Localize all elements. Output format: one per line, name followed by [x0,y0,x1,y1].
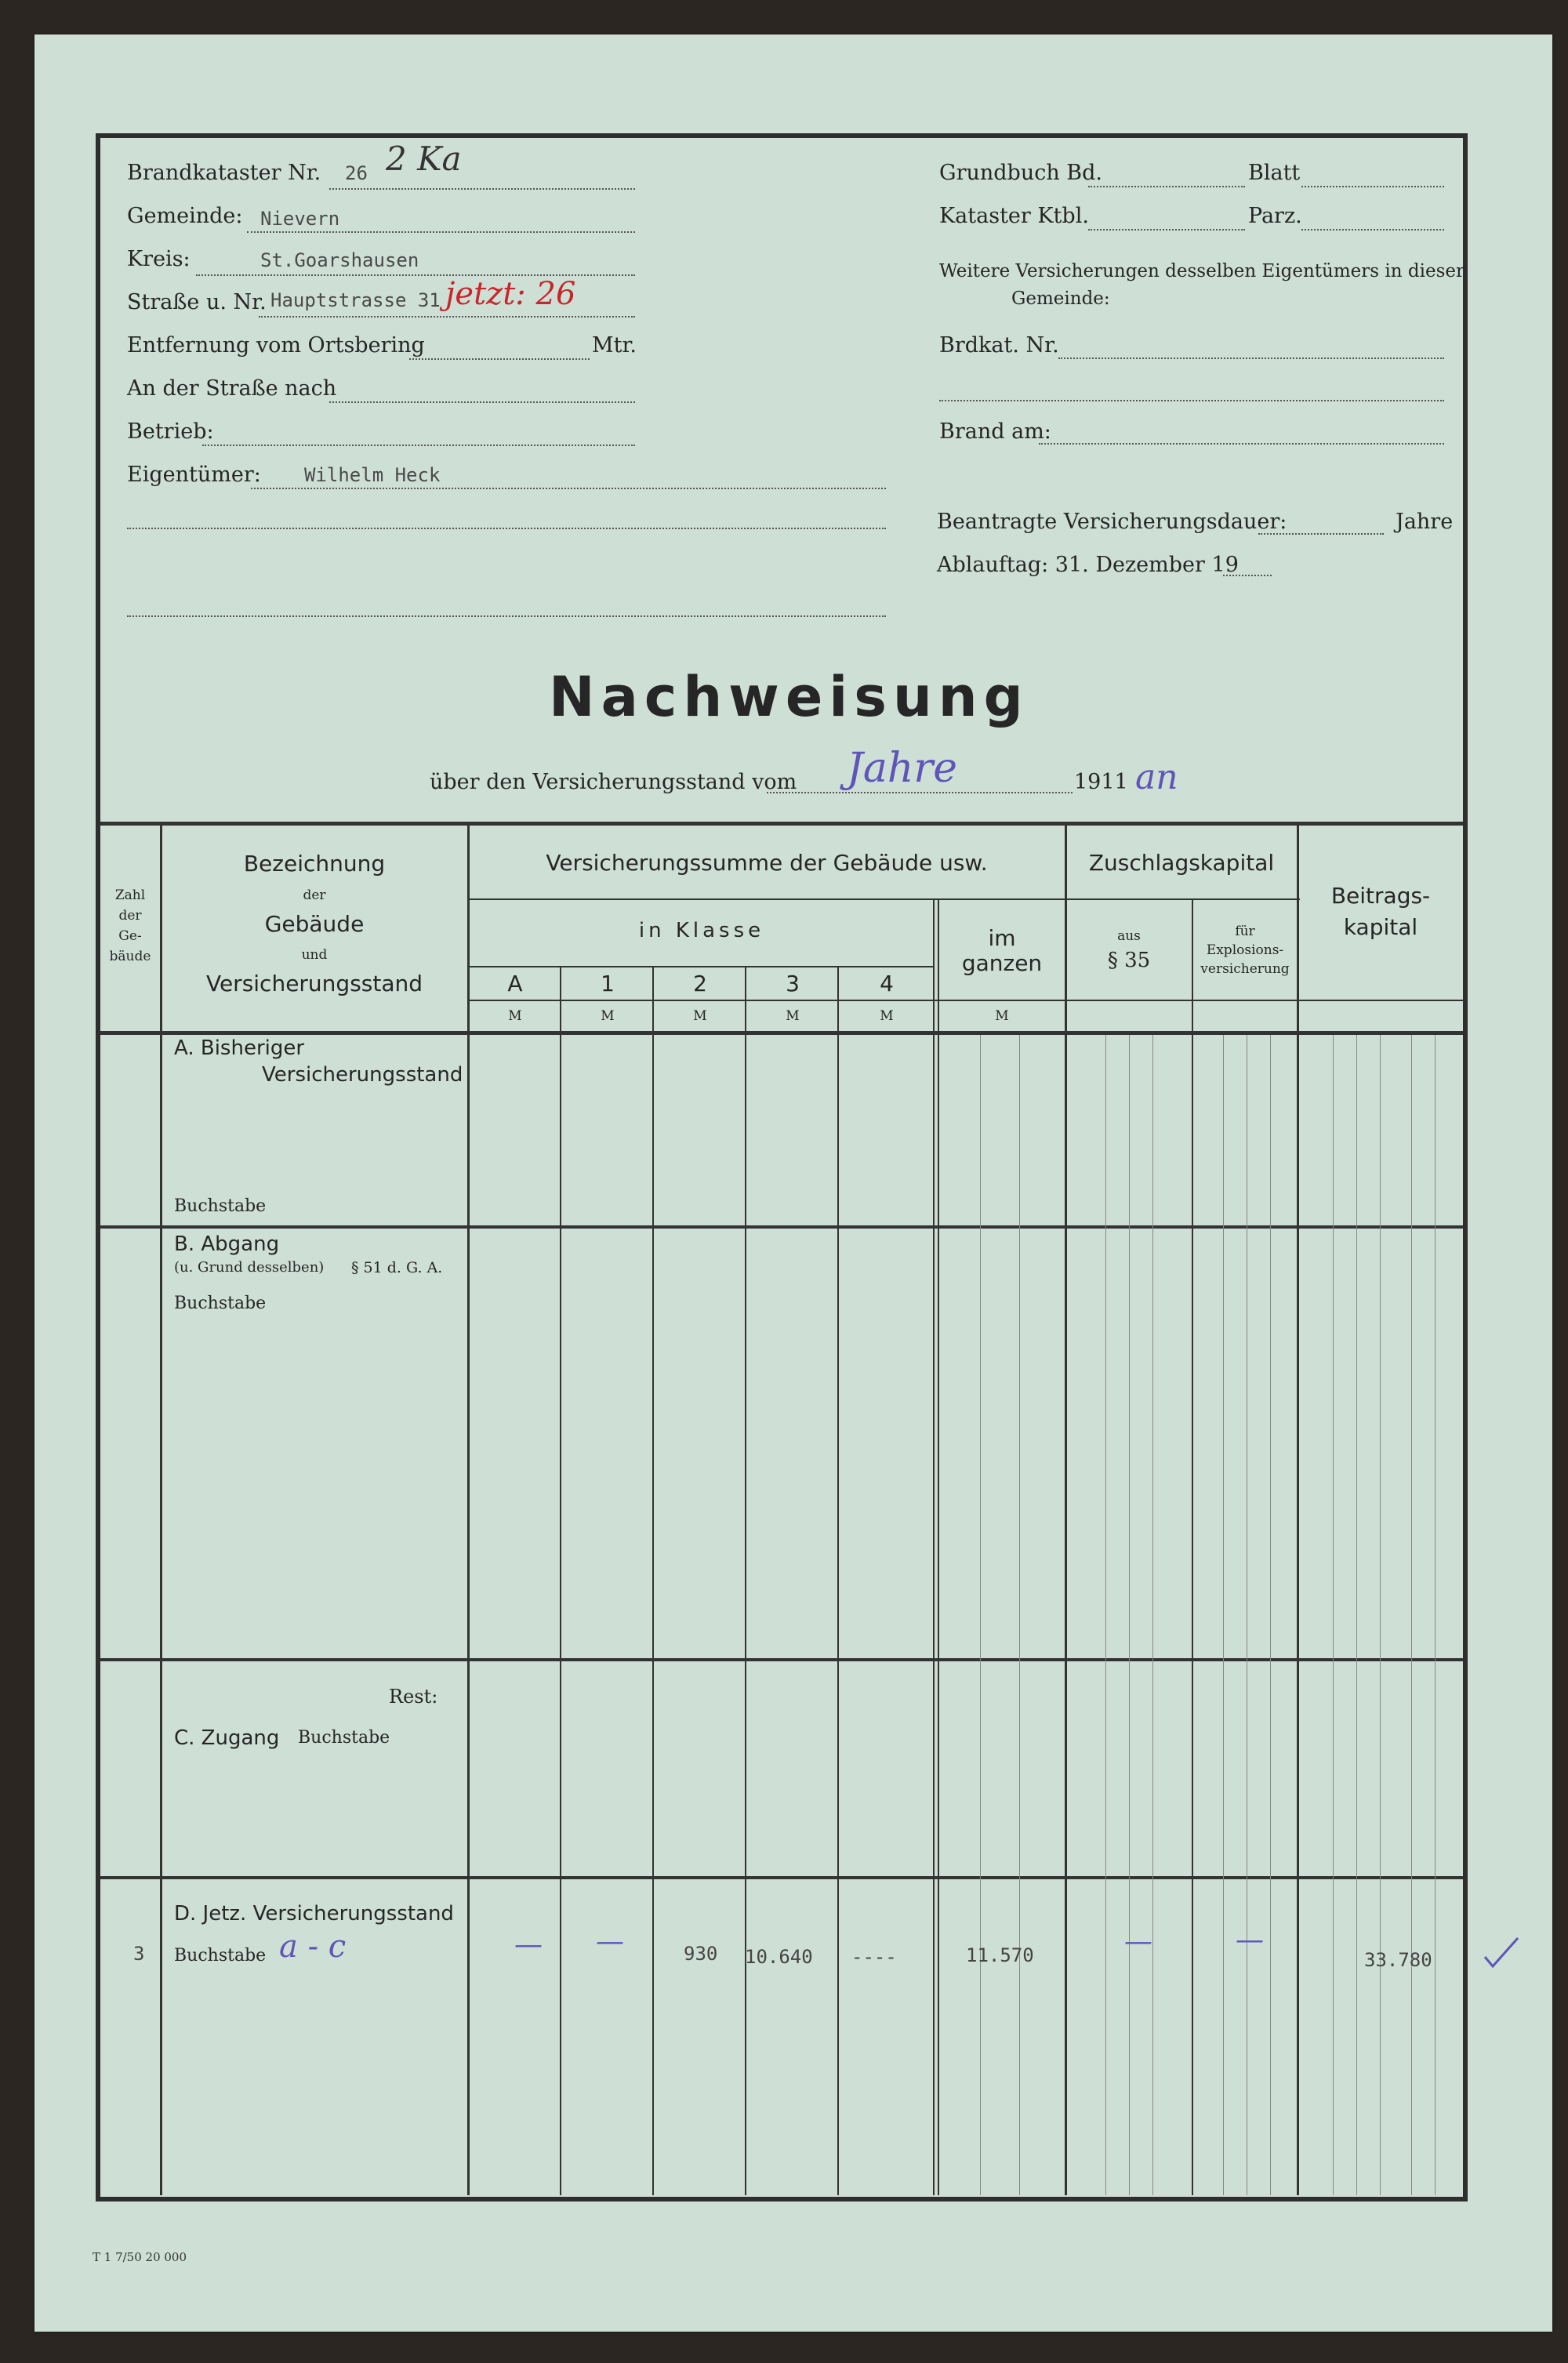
head-beitrag-1: Beitrags- [1330,883,1431,909]
section-c-buchstabe: Buchstabe [298,1728,390,1748]
row-d-beitrag: 33.780 [1364,1949,1432,1971]
section-c-bottom-rule [100,1876,1463,1879]
head-zuschlag: Zuschlagskapital [1088,850,1275,876]
table-top-rule [100,822,1463,826]
kreis-value: St.Goarshausen [260,249,419,271]
strasse-value: Hauptstrasse 31 [270,289,441,311]
section-b-title: B. Abgang [174,1232,280,1256]
head-zahl-3: Ge- [118,928,142,944]
entfernung-label: Entfernung vom Ortsbering [127,333,425,358]
an-strasse-line [329,401,635,403]
brdkat-line-2 [939,400,1444,401]
an-strasse-label: An der Straße nach [127,376,337,401]
section-b-paragraph: § 51 d. G. A. [351,1259,443,1276]
col-bezeichnung-rule [467,823,470,2195]
unit-4: M [880,1008,894,1024]
grundbuch-label: Grundbuch Bd. [939,161,1103,185]
section-b-subtitle: (u. Grund desselben) [174,1259,325,1276]
col-4-rule [933,900,935,2195]
section-a-buchstabe: Buchstabe [174,1196,267,1216]
guide-line [1019,1035,1020,2195]
col-4-rule-double [938,900,939,2195]
row-d-klasse-1: — [596,1926,624,1958]
guide-line [980,1035,981,2195]
strasse-line [259,316,635,318]
guide-line [1270,1035,1271,2195]
head-in-klasse: in Klasse [638,919,765,942]
ablauf-label: Ablauftag: 31. Dezember 19 [937,553,1239,577]
unit-rule [469,1000,1463,1001]
col-a-rule [560,967,561,2195]
gemeinde-value: Nievern [260,208,340,230]
head-fuer-2: Explosions- [1206,942,1284,958]
klasse-letters-rule [469,966,935,967]
col-aus-rule [1192,900,1193,2195]
head-aus: aus [1117,928,1141,944]
grundbuch-line [1088,186,1245,187]
dauer-label: Beantragte Versicherungsdauer: [937,510,1287,534]
brand-label: Brand am: [939,419,1051,444]
entfernung-unit: Mtr. [592,333,637,358]
eigentuemer-line [251,488,886,489]
guide-line [1105,1035,1106,2195]
weitere-label-1: Weitere Versicherungen desselben Eigentümers in dieser [939,261,1465,281]
row-d-zahl: 3 [133,1943,145,1965]
head-zahl-1: Zahl [114,887,146,903]
head-bezeichnung-1: Bezeichnung [243,851,386,877]
dauer-unit: Jahre [1396,510,1454,534]
head-versicherungssumme: Versicherungssumme der Gebäude usw. [546,850,988,876]
brandkataster-line [329,188,635,190]
gemeinde-line [247,231,635,233]
head-fuer-3: versicherung [1200,961,1290,977]
guide-line [1129,1035,1130,2195]
section-b-bottom-rule [100,1658,1463,1661]
head-klasse-4: 4 [880,971,894,996]
guide-line [1333,1035,1334,2195]
subtitle-year: 1911 [1074,770,1128,794]
kataster-label: Kataster Ktbl. [939,204,1089,228]
guide-line [1152,1035,1153,2195]
unit-1: M [601,1008,615,1024]
head-im: im [988,925,1016,951]
unit-2: M [693,1008,707,1024]
check-mark-icon [1482,1933,1521,1973]
unit-ganzen: M [995,1008,1009,1024]
col-ganzen-rule [1065,823,1067,2195]
col-1-rule [652,967,654,2195]
dauer-line [1258,533,1384,535]
parz-label: Parz. [1248,204,1302,228]
betrieb-line [202,445,635,446]
betrieb-label: Betrieb: [127,419,214,444]
section-a-title: A. Bisheriger [174,1036,305,1060]
head-ganzen: ganzen [961,950,1043,976]
col-3-rule [837,967,839,2195]
subtitle-label: über den Versicherungsstand vom [430,770,797,794]
blatt-line [1301,186,1444,187]
ablauf-line [1223,575,1272,576]
brandkataster-handwritten: 2 Ka [386,140,462,178]
section-d-title: D. Jetz. Versicherungsstand [174,1902,454,1926]
row-d-explosion: — [1236,1924,1264,1956]
guide-line [1223,1035,1224,2195]
row-d-klasse-a: — [514,1929,543,1961]
strasse-handwritten: jetzt: 26 [445,276,576,312]
row-d-klasse-3: 10.640 [745,1946,813,1968]
eigentuemer-label: Eigentümer: [127,463,261,487]
col-2-rule [745,967,746,2195]
row-d-aus35: — [1124,1926,1152,1958]
guide-line [1356,1035,1357,2195]
brdkat-line [1058,358,1444,359]
head-bezeichnung-4: und [301,947,328,963]
row-d-klasse-2: 930 [684,1943,718,1965]
head-klasse-1: 1 [601,971,615,996]
kataster-line [1088,229,1245,230]
guide-line [1380,1035,1381,2195]
subtitle-handwritten-suffix: an [1135,757,1178,797]
head-klasse-3: 3 [786,971,800,996]
head-bezeichnung-2: der [303,887,326,903]
gemeinde-label: Gemeinde: [127,204,243,228]
section-c-title: C. Zugang [174,1726,280,1750]
section-d-buchstabe-handwritten: a - c [279,1929,347,1965]
unit-3: M [786,1008,800,1024]
head-fuer-1: für [1235,924,1255,939]
row-d-ganzen: 11.570 [966,1944,1034,1966]
head-zahl-2: der [118,908,142,924]
head-klasse-a: A [507,971,523,996]
head-zahl-4: bäude [109,949,151,964]
eigentuemer-line-2 [127,528,886,529]
section-a-bottom-rule [100,1225,1463,1229]
subtitle-line [767,792,1073,793]
document-title: Nachweisung [549,665,1029,729]
head-klasse-2: 2 [693,971,707,996]
brand-line [1039,443,1444,445]
guide-line [1435,1035,1436,2195]
kreis-label: Kreis: [127,247,191,271]
unit-a: M [508,1008,522,1024]
head-beitrag-2: kapital [1343,914,1418,940]
brandkataster-label: Brandkataster Nr. [127,161,321,185]
section-c-rest: Rest: [389,1686,438,1708]
entfernung-line [409,358,590,360]
footer-code: T 1 7/50 20 000 [93,2250,187,2264]
eigentuemer-line-3 [127,615,886,617]
guide-line [1411,1035,1412,2195]
weitere-label-2: Gemeinde: [1011,289,1110,309]
head-bezeichnung-5: Versicherungsstand [205,971,423,996]
col-explosion-rule [1297,823,1299,2195]
section-b-buchstabe: Buchstabe [174,1294,267,1313]
section-d-buchstabe: Buchstabe [174,1946,267,1966]
strasse-label: Straße u. Nr. [127,290,267,314]
blatt-label: Blatt [1248,161,1301,185]
brdkat-label: Brdkat. Nr. [939,333,1059,358]
header-bottom-rule [100,1031,1463,1035]
eigentuemer-value: Wilhelm Heck [304,464,441,486]
subtitle-handwritten: Jahre [847,745,957,792]
col-zahl-rule [160,823,162,2195]
section-a-title-2: Versicherungsstand [262,1063,463,1087]
klasse-rule [469,898,1300,900]
brandkataster-value: 26 [345,162,368,184]
row-d-klasse-4: ---- [851,1946,897,1968]
head-bezeichnung-3: Gebäude [264,911,365,937]
head-para35: § 35 [1107,949,1151,972]
parz-line [1301,229,1444,230]
